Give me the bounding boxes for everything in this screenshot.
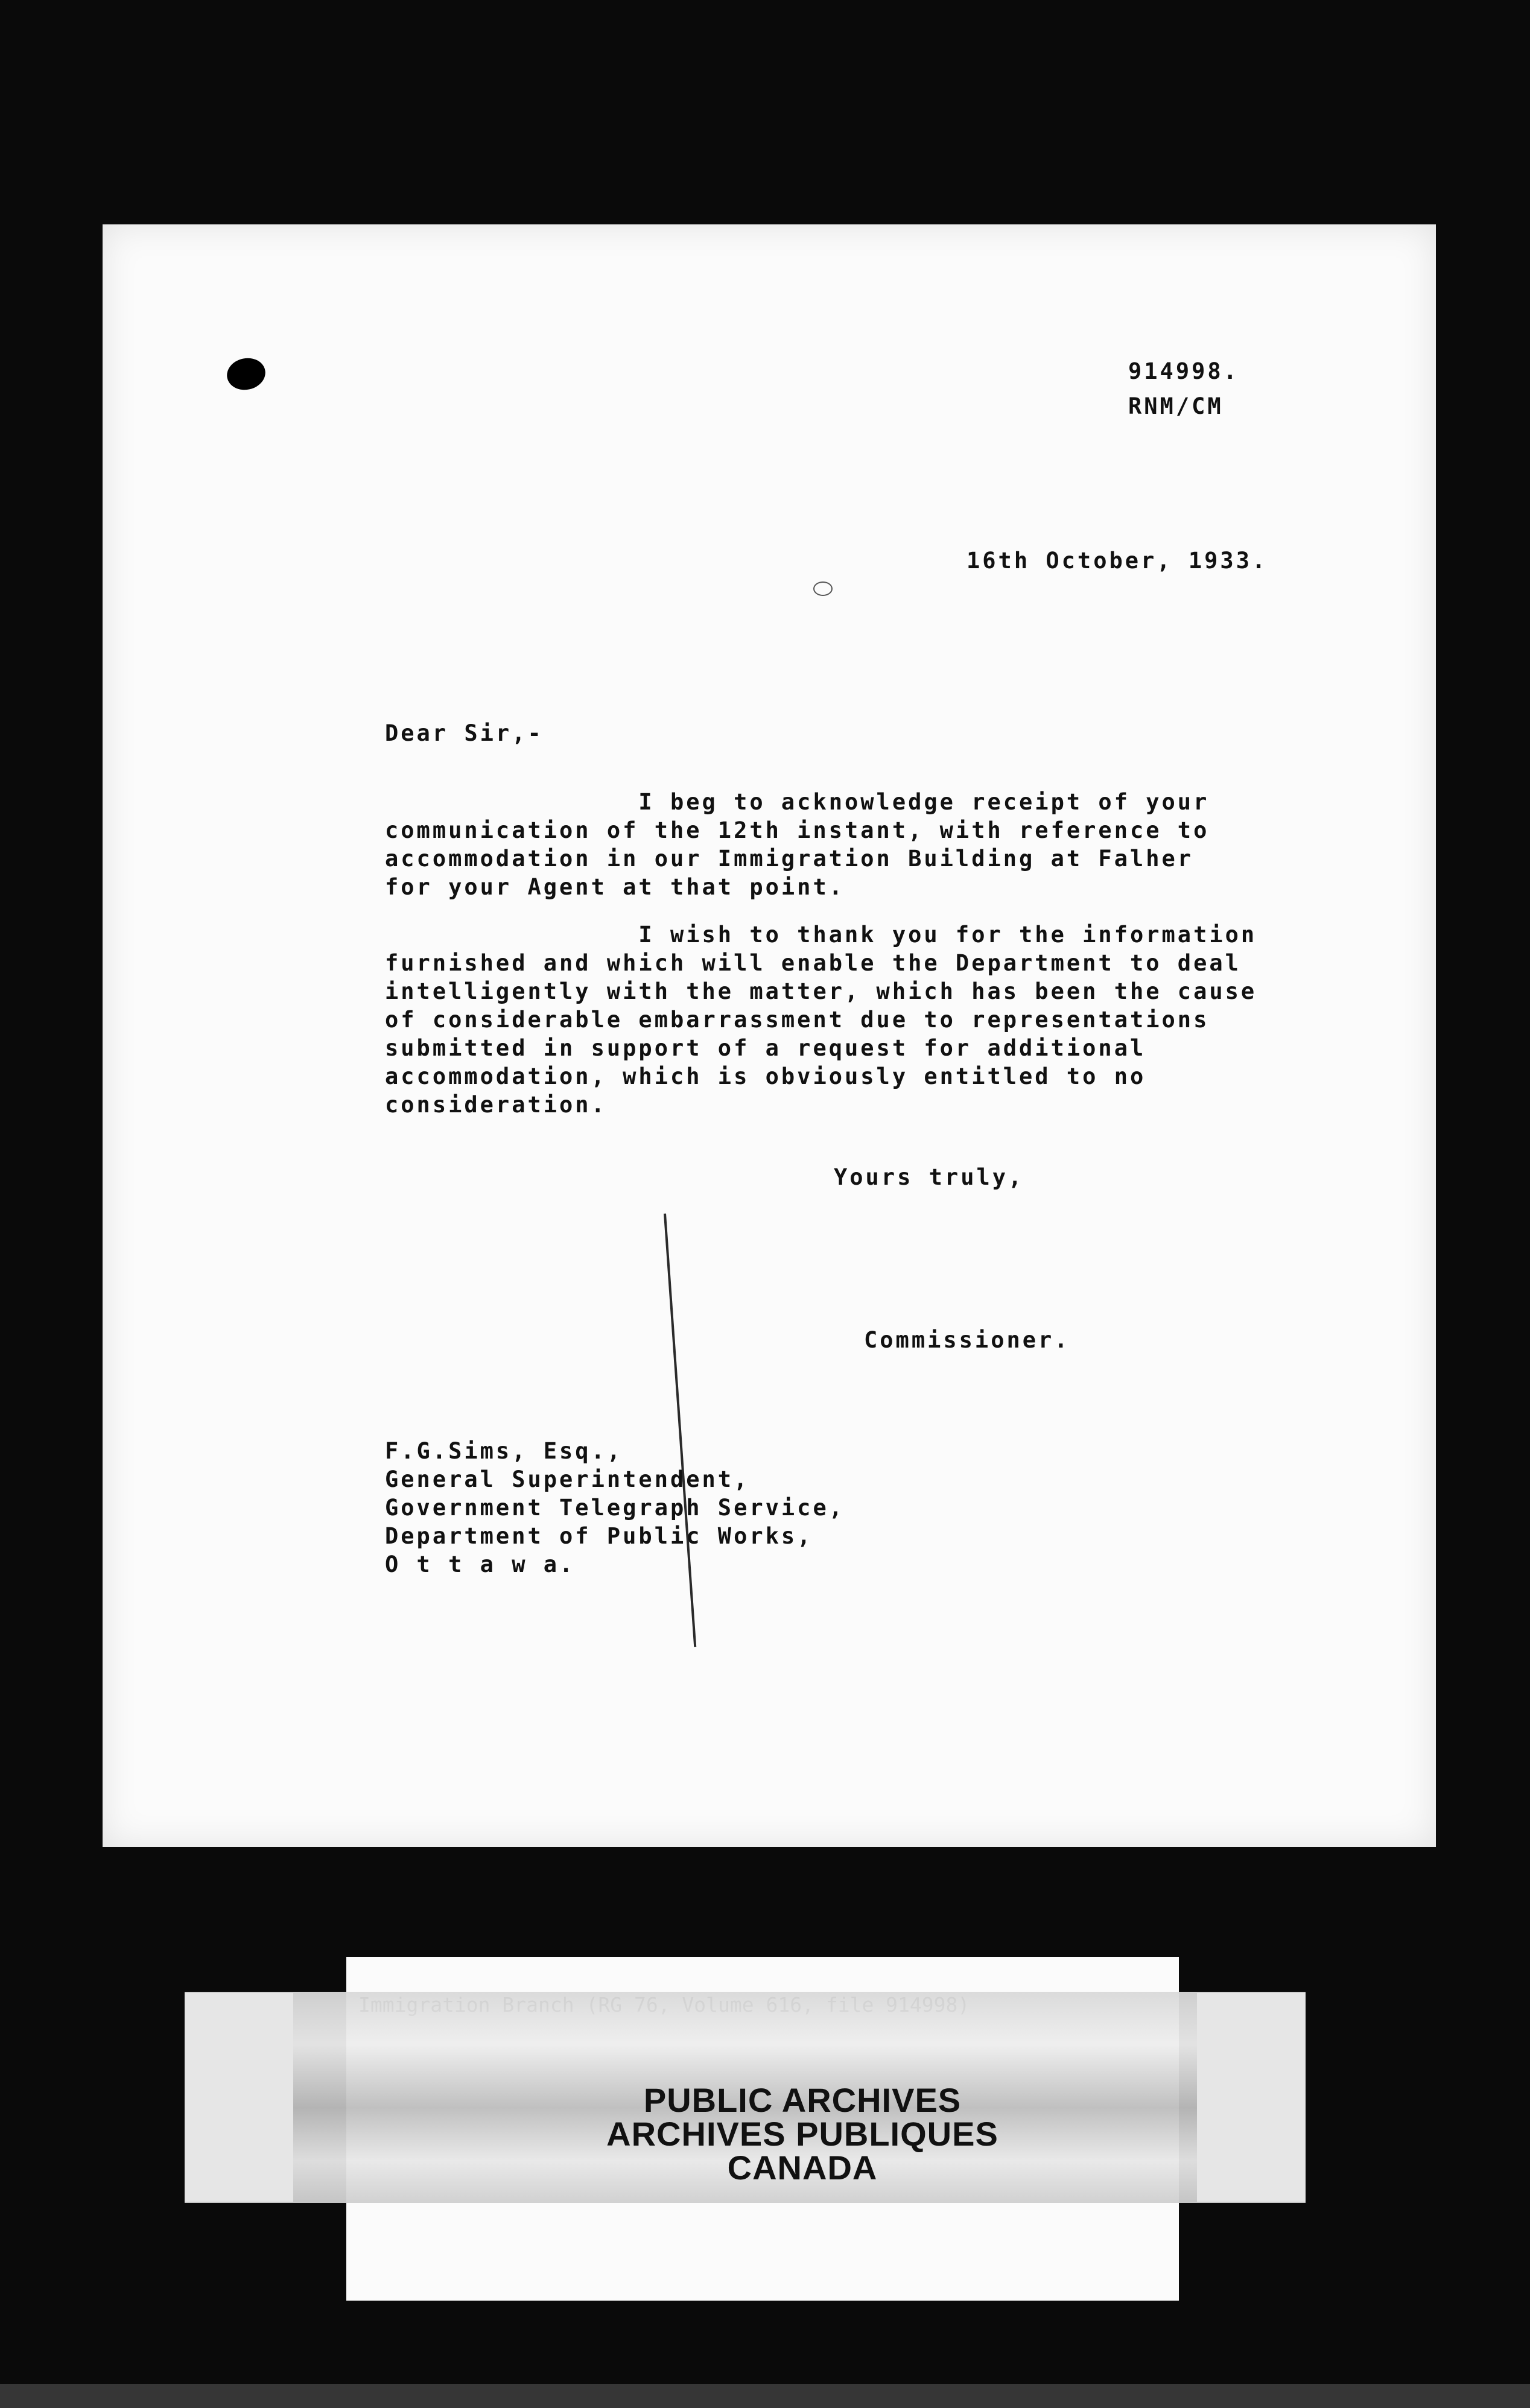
film-edge <box>0 2384 1530 2408</box>
public-archives-stamp <box>591 2083 1014 2185</box>
punch-hole <box>224 355 268 393</box>
file-reference-number: 914998. <box>1128 358 1239 384</box>
pencil-stroke <box>664 1214 696 1647</box>
typist-initials: RNM/CM <box>1128 393 1224 419</box>
salutation: Dear Sir,- <box>385 720 544 746</box>
stamp-line-2: ARCHIVES PUBLIQUES <box>606 2115 998 2153</box>
body-paragraph-2: I wish to thank you for the information furnished and which will enable the Department to deal intelligently with the matter, which has been the cause of considerable embarrassment due to representations submitted in support of a request for additional accommodation, which is obviously entitled to no consideration. <box>385 922 1257 1118</box>
letter-date: 16th October, 1933. <box>967 548 1268 574</box>
body-paragraph-1: I beg to acknowledge receipt of your communication of the 12th instant, with reference to accommodation in our Immigration Building at Falher for your Agent at that point. <box>385 789 1210 900</box>
stamp-line-3: CANADA <box>727 2149 878 2187</box>
signature-title: Commissioner. <box>864 1327 1070 1353</box>
letter-page <box>103 224 1436 1847</box>
recipient-address: F.G.Sims, Esq., General Superintendent, Government Telegraph Service, Department of Public Works, O t t a w a. <box>385 1438 845 1577</box>
tape-end-right <box>1197 1993 1306 2202</box>
tape-end-left <box>185 1993 293 2202</box>
stamp-line-1: PUBLIC ARCHIVES <box>643 2081 962 2119</box>
closing: Yours truly, <box>834 1164 1024 1190</box>
paper-mark <box>813 581 833 596</box>
